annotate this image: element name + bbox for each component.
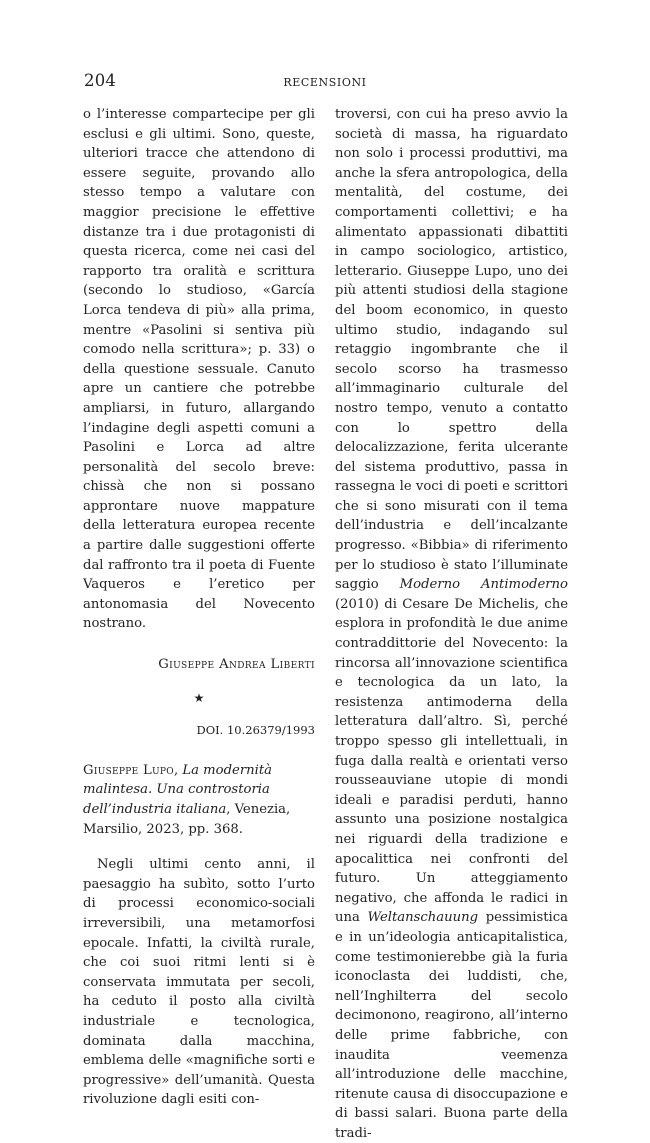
continuation-text-3: pessimistica e in un’ideologia anticapitalistica, come testimonierebbe già la furia iconoclasta dei luddisti, che, nell’Inghilterra del secolo decimonono, reagirono, all’interno delle prime fabbriche, con inaudita veemenza all’introduzione delle macchine, ritenute causa di disoccupazione e di bassi salari. Buona parte della tradi- <box>335 910 568 1141</box>
running-head: RECENSIONI <box>283 76 367 89</box>
foreign-term: Weltanschauung <box>367 910 479 926</box>
reviewer-signature: Giuseppe Andrea Liberti <box>158 657 315 673</box>
right-column <box>335 105 568 1143</box>
cited-work-title: Moderno Antimoderno <box>399 577 568 593</box>
continuation-text-2: (2010) di Cesare De Michelis, che esplora in profondità le due anime contraddittorie del Novecento: la rincorsa all’innovazione scientifica e tecnologica da un lato, la resistenza antimoderna della letteratura dall’altro. Sì, perché troppo spesso gli intellettuali, in fuga dalla realtà e orientati verso rousseauviane utopie di mondi ideali e paradisi perduti, hanno assunto una posizione nostalgica nei riguardi della tradizione e apocalittica nei confronti del futuro. Un atteggiamento negativo, che affonda le radici in una <box>335 596 568 926</box>
continuation-text-1: troversi, con cui ha preso avvio la società di massa, ha riguardato non solo i processi produttivi, ma anche la sfera antropologica, della mentalità, del costume, dei comportamenti collettivi; e ha alimentato appassionati dibattiti in campo sociologico, artistico, letterario. Giuseppe Lupo, uno dei più attenti studiosi della stagione del boom economico, in questo ultimo studio, indagando sul retaggio ingombrante che il secolo scorso ha trasmesso all’immaginario culturale del nostro tempo, venuto a contatto con lo spettro della delocalizzazione, ferita ulcerante del sistema produttivo, passa in rassegna le voci di poeti e scrittori che si sono misurati con il tema dell’industria e dell’incalzante progresso. «Bibbia» di riferimento per lo studioso è stato l’illuminate saggio <box>335 107 568 593</box>
separator-star-icon: ★ <box>193 690 205 705</box>
page-number: 204 <box>84 71 117 90</box>
book-publication: , Venezia, Marsilio, 2023, pp. 368. <box>83 802 291 837</box>
book-title: La modernità malintesa. Una controstoria dell’industria italiana <box>83 762 273 817</box>
doi-reference: DOI. 10.26379/1993 <box>196 723 315 738</box>
review-closing-paragraph: o l’interesse compartecipe per gli esclusi e gli ultimi. Sono, queste, ulteriori tracce che attendono di essere seguite, provando allo stesso tempo a valutare con maggior precisione le effettive distanze tra i due protagonisti di questa ricerca, come nei casi del rapporto tra oralità e scrittura (secondo lo studioso, «García Lorca tendeva di più» alla prima, mentre «Pasolini si sentiva più comodo nella scrittura»; p. 33) o della questione sessuale. Canuto apre un cantiere che potrebbe ampliarsi, in futuro, allargando l’indagine degli aspetti comuni a Pasolini e Lorca ad altre personalità del secolo breve: chissà che non si possano approntare nuove mappature della letteratura europea recente a partire dalle suggestioni offerte dal raffronto tra il poeta di Fuente Vaqueros e l’eretico per antonomasia del Novecento nostrano. <box>83 107 315 632</box>
review-opening-paragraph: Negli ultimi cento anni, il paesaggio ha subìto, sotto l’urto di processi economico-sociali irreversibili, una metamorfosi epocale. Infatti, la civiltà rurale, che coi suoi ritmi lenti si è conservata immutata per secoli, ha ceduto il posto alla civiltà industriale e tecnologica, dominata dalla macchina, emblema delle «magnifiche sorti e progressive» dell’umanità. Questa rivoluzione dagli esiti con- <box>83 857 315 1108</box>
book-author: Giuseppe Lupo <box>83 762 174 778</box>
review-continuation-paragraph <box>335 105 568 1143</box>
left-column <box>83 105 315 1110</box>
bibliographic-entry: Giuseppe Lupo, La modernità malintesa. Una controstoria dell’industria italiana, Venezia, Marsilio, 2023, pp. 368. <box>83 762 291 837</box>
